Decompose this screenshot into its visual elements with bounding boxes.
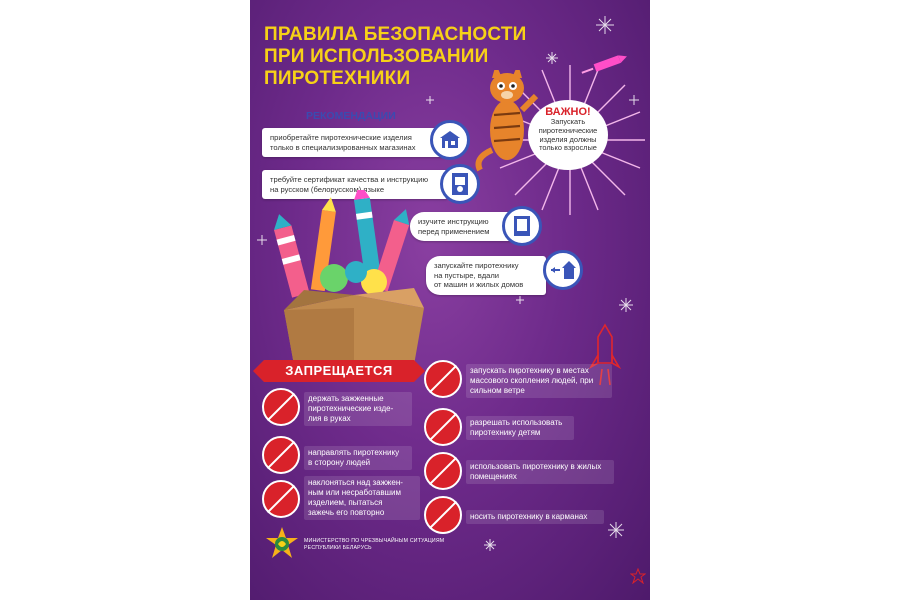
prohibited-text: лия в руках: [308, 414, 351, 423]
corner-logo: [630, 568, 646, 584]
recommendation-text: только в специализированных магазинах: [270, 142, 416, 152]
title-line-1: ПРАВИЛА БЕЗОПАСНОСТИ: [264, 24, 527, 45]
house-icon: [424, 452, 462, 490]
title-line-3: ПИРОТЕХНИКИ: [264, 68, 411, 89]
safety-poster: [250, 0, 650, 600]
prohibited-item: [466, 510, 604, 524]
leaning-person-icon: [262, 480, 300, 518]
prohibited-item: [466, 460, 614, 484]
recommendation-text: на пустыре, вдали: [434, 270, 500, 280]
prohibited-text: массового скопления людей, при: [470, 376, 594, 385]
recommendation-text: требуйте сертификат качества и инструкцию: [270, 175, 429, 184]
prohibited-text: наклоняться над зажжен-: [308, 478, 403, 487]
prohibited-text: использовать пиротехнику в жилых: [470, 462, 602, 471]
prohibited-text: держать зажженные: [308, 394, 384, 403]
recommendation-item: [262, 128, 448, 157]
prohibited-heading: ЗАПРЕЩАЕТСЯ: [264, 360, 414, 382]
recommendations-heading: РЕКОМЕНДАЦИИ: [306, 110, 396, 122]
ministry-line-1: МИНИСТЕРСТВО ПО ЧРЕЗВЫЧАЙНЫМ СИТУАЦИЯМ: [304, 538, 445, 544]
important-line-4: только взрослые: [539, 143, 597, 153]
recommendation-text: запускайте пиротехнику: [434, 261, 519, 270]
prohibited-text: изделием, пытаться: [308, 498, 383, 507]
people-target-icon: [262, 436, 300, 474]
prohibited-text: направлять пиротехнику: [308, 448, 400, 457]
important-line-1: Запускать: [550, 117, 586, 126]
pocket-icon: [424, 496, 462, 534]
prohibited-text: разрешать использовать: [470, 418, 563, 427]
prohibited-text: помещениях: [470, 472, 517, 481]
child-icon: [424, 408, 462, 446]
ministry-name: [304, 538, 444, 551]
prohibited-text: пиротехнику детям: [470, 428, 541, 437]
hand-firework-icon: [262, 388, 300, 426]
store-icon: [430, 120, 470, 160]
title-line-2: ПРИ ИСПОЛЬЗОВАНИИ: [264, 46, 489, 67]
recommendation-text: от машин и жилых домов: [434, 280, 524, 289]
prohibited-text: в сторону людей: [308, 458, 371, 467]
prohibited-item: [304, 446, 412, 470]
recommendation-text: изучите инструкцию: [418, 217, 489, 226]
important-line-2: пиротехнические: [538, 125, 598, 135]
fireworks-box-illustration: [264, 190, 454, 370]
ministry-line-2: РЕСПУБЛИКИ БЕЛАРУСЬ: [304, 544, 372, 551]
house-away-icon: [543, 250, 583, 290]
prohibited-text: зажечь его повторно: [308, 508, 385, 517]
important-line-3: изделия должны: [539, 134, 597, 144]
recommendation-text: приобретайте пиротехнические изделия: [270, 133, 412, 142]
prohibited-text: носить пиротехнику в карманах: [470, 512, 588, 521]
important-heading: ВАЖНО!: [545, 106, 591, 118]
important-callout: [528, 100, 608, 170]
recommendation-text: на русском (белорусском) языке: [270, 184, 385, 194]
prohibited-text: пиротехнические изде-: [308, 404, 394, 413]
ministry-emblem-logo: [264, 526, 300, 562]
crowd-icon: [424, 360, 462, 398]
prohibited-item: [466, 416, 574, 440]
instruction-book-icon: [502, 206, 542, 246]
prohibited-text: запускать пиротехнику в местах: [470, 366, 589, 375]
recommendation-text: перед применением: [418, 226, 490, 236]
prohibited-item: [466, 364, 612, 398]
prohibited-text: сильном ветре: [470, 386, 525, 395]
prohibited-item: [304, 392, 412, 426]
prohibited-text: ным или несработавшим: [308, 488, 401, 497]
prohibited-item: [304, 476, 420, 520]
